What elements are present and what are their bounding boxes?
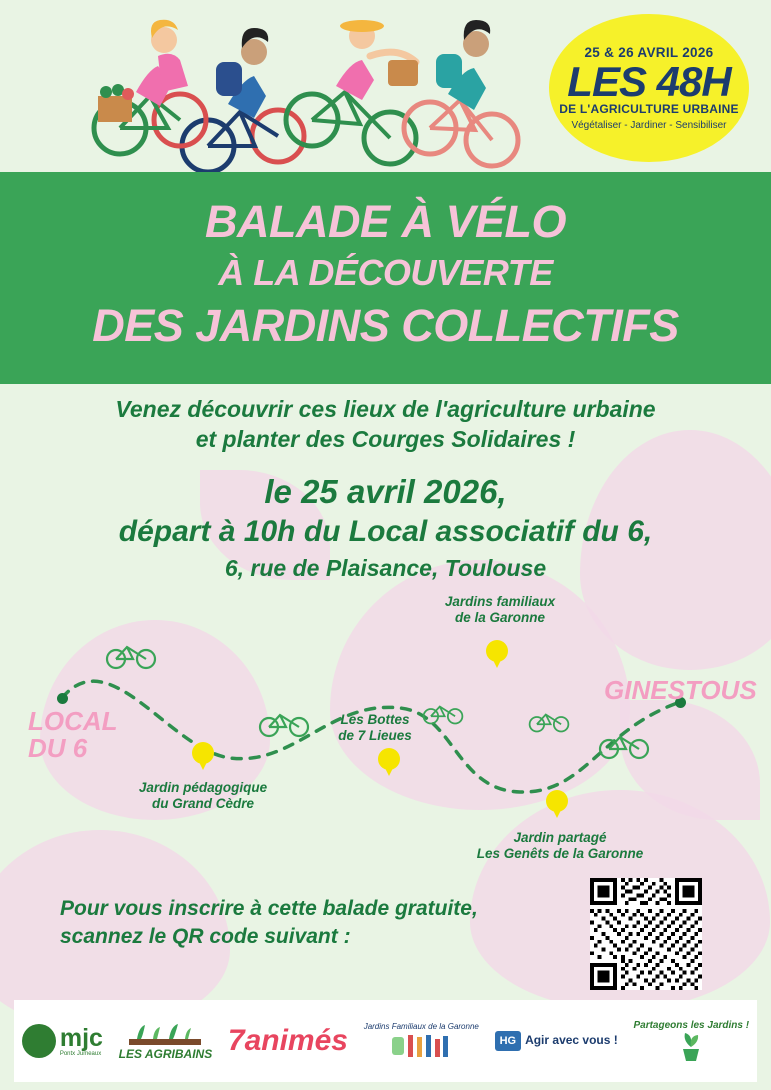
logo-mjc-sub: Pontx Jumeaux [59,1050,102,1057]
map-pin-jardins-familiaux [486,640,508,670]
map-pin-grand-cedre [192,742,214,772]
logo-agir-text: Agir avec vous ! [525,1033,618,1048]
logo-jardins-familiaux-text: Jardins Familiaux de la Garonne [363,1021,479,1031]
route-map [0,580,771,880]
qr-instructions-line-2: scannez le QR code suivant : [60,925,351,949]
map-label-line2: de 7 Lieues [338,727,412,743]
partner-logos-bar [14,1000,757,1082]
badge-tagline: Végétaliser - Jardiner - Sensibiliser [571,120,727,132]
event-departure: départ à 10h du Local associatif du 6, [118,515,653,548]
map-label-bottes-7-lieues [310,712,440,743]
map-start-label-line2: DU 6 [28,733,88,764]
intro-line-1: Venez découvrir ces lieux de l'agriculture urbaine [115,396,656,422]
map-start-label-line1: LOCAL [28,706,118,736]
map-label-jardins-familiaux [410,594,590,625]
title-band [0,172,771,384]
map-end-label: GINESTOUS [604,675,757,705]
bike-icon [422,700,464,726]
badge-title: LES 48H [567,57,731,105]
intro-line-2: et planter des Courges Solidaires ! [195,426,576,452]
bike-icon [258,708,310,738]
map-label-line1: Jardin partagé [513,830,607,845]
qr-instructions [60,895,580,952]
logo-mjc [22,1024,103,1058]
title-line-2: À LA DÉCOUVERTE [218,252,553,293]
qr-code[interactable] [590,878,702,990]
map-label-line2: Les Genêts de la Garonne [476,845,644,861]
map-label-line2: du Grand Cèdre [151,795,254,811]
title-line-1: BALADE À VÉLO [204,196,566,247]
logo-jardins-familiaux [364,1022,479,1061]
plants-icon [127,1021,203,1047]
badge-dates: 25 & 26 AVRIL 2026 [584,44,714,60]
intro-block [0,396,771,582]
map-start-label [28,708,118,763]
logo-les-agribains [119,1021,213,1061]
route-start-dot [57,693,68,704]
event-badge [549,14,749,162]
map-pin-genets-garonne [546,790,568,820]
logo-hg-badge: HG [495,1031,522,1051]
qr-instructions-line-1: Pour vous inscrire à cette balade gratuite, [60,897,478,920]
logo-7-animes-text: 7animés [227,1024,348,1057]
logo-les-agribains-text: LES AGRIBAINS [118,1047,213,1061]
header-illustration [0,0,771,175]
map-label-grand-cedre [108,780,298,811]
logo-partageons-text: Partageons les Jardins ! [633,1019,750,1031]
badge-subtitle: DE L'AGRICULTURE URBAINE [559,102,739,117]
cyclists-illustration [40,0,580,175]
map-label-line2: de la Garonne [454,609,546,625]
logo-partageons-les-jardins [633,1020,749,1063]
event-address: 6, rue de Plaisance, Toulouse [224,555,547,581]
logo-agir-avec-vous [495,1031,618,1051]
logo-7-animes [228,1024,348,1058]
map-label-genets-garonne [440,830,680,861]
bike-icon [598,730,650,760]
mjc-circle-icon [22,1024,56,1058]
map-label-line1: Les Bottes [340,712,410,727]
map-label-line1: Jardins familiaux [444,594,556,609]
bike-icon [528,708,570,734]
title-line-3: DES JARDINS COLLECTIFS [92,300,679,351]
bike-icon [105,640,157,670]
event-date: le 25 avril 2026, [264,473,507,510]
potted-plant-icon [671,1031,711,1063]
map-label-line1: Jardin pédagogique [138,780,268,795]
logo-mjc-text: mjc [59,1023,103,1052]
map-pin-bottes-7-lieues [378,748,400,778]
garden-tools-icon [386,1031,456,1061]
